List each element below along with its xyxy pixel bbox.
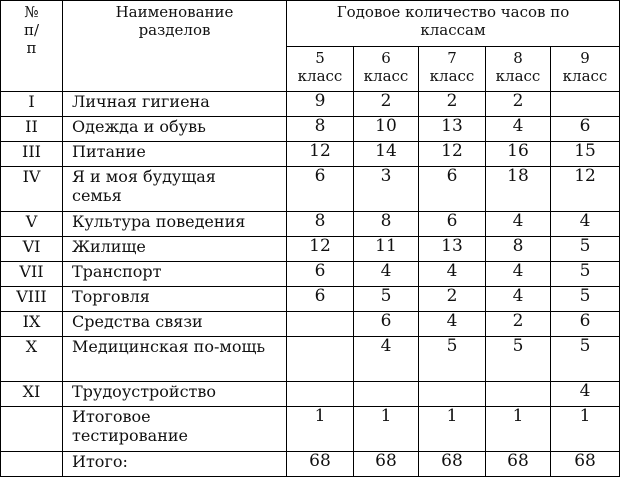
header-grade-9: 9 класс	[551, 47, 620, 92]
grade-9-hours: 1	[551, 407, 620, 452]
row-number: XI	[1, 382, 63, 407]
table-row	[1, 337, 620, 382]
grade-6-hours: 14	[354, 142, 419, 167]
table-row	[1, 212, 620, 237]
grade-9-hours: 12	[551, 167, 620, 212]
grade-6-hours: 1	[354, 407, 419, 452]
row-number: IV	[1, 167, 63, 212]
grade-6-hours: 68	[354, 452, 419, 477]
grade-8-hours: 2	[486, 92, 551, 117]
row-section-name: Итоговое тестирование	[63, 407, 287, 452]
grade-7-hours: 2	[419, 92, 486, 117]
row-section-name: Транспорт	[63, 262, 287, 287]
grade-9-hours: 6	[551, 117, 620, 142]
row-number: V	[1, 212, 63, 237]
grade-8-hours: 18	[486, 167, 551, 212]
table-row	[1, 452, 620, 477]
grade-6-hours: 10	[354, 117, 419, 142]
grade-7-hours: 5	[419, 337, 486, 382]
grade-9-hours: 68	[551, 452, 620, 477]
grade-8-hours: 4	[486, 117, 551, 142]
row-number: IX	[1, 312, 63, 337]
grade-7-hours: 12	[419, 142, 486, 167]
grade-5-hours: 9	[287, 92, 354, 117]
grade-5-hours	[287, 312, 354, 337]
row-section-name: Питание	[63, 142, 287, 167]
table-row	[1, 312, 620, 337]
grade-9-hours: 4	[551, 382, 620, 407]
grade-9-hours	[551, 92, 620, 117]
grade-8-hours: 4	[486, 212, 551, 237]
grade-8-hours: 2	[486, 312, 551, 337]
row-section-name: Медицинская по-мощь	[63, 337, 287, 382]
grade-8-hours: 16	[486, 142, 551, 167]
row-section-name: Средства связи	[63, 312, 287, 337]
grade-6-hours: 6	[354, 312, 419, 337]
table-row	[1, 407, 620, 452]
grade-5-hours: 1	[287, 407, 354, 452]
row-section-name: Жилище	[63, 237, 287, 262]
grade-7-hours: 6	[419, 167, 486, 212]
row-number: I	[1, 92, 63, 117]
grade-8-hours: 68	[486, 452, 551, 477]
grade-5-hours: 8	[287, 212, 354, 237]
row-section-name: Личная гигиена	[63, 92, 287, 117]
grade-9-hours: 15	[551, 142, 620, 167]
grade-9-hours: 6	[551, 312, 620, 337]
grade-9-hours: 5	[551, 337, 620, 382]
row-section-name: Трудоустройство	[63, 382, 287, 407]
table-row	[1, 262, 620, 287]
row-number: II	[1, 117, 63, 142]
row-number	[1, 407, 63, 452]
header-grade-7: 7 класс	[419, 47, 486, 92]
header-grade-6: 6 класс	[354, 47, 419, 92]
row-section-name: Культура поведения	[63, 212, 287, 237]
row-number: III	[1, 142, 63, 167]
grade-9-hours: 4	[551, 212, 620, 237]
row-number: VIII	[1, 287, 63, 312]
grade-9-hours: 5	[551, 287, 620, 312]
row-section-name: Я и моя будущая семья	[63, 167, 287, 212]
row-section-name: Одежда и обувь	[63, 117, 287, 142]
header-grade-8: 8 класс	[486, 47, 551, 92]
grade-7-hours: 6	[419, 212, 486, 237]
grade-7-hours: 13	[419, 117, 486, 142]
table-row	[1, 167, 620, 212]
grade-6-hours: 5	[354, 287, 419, 312]
row-number: VI	[1, 237, 63, 262]
header-hours: Годовое количество часов по классам	[287, 1, 620, 47]
grade-7-hours: 13	[419, 237, 486, 262]
grade-5-hours: 12	[287, 237, 354, 262]
grade-5-hours: 6	[287, 262, 354, 287]
grade-5-hours: 6	[287, 167, 354, 212]
grade-6-hours: 11	[354, 237, 419, 262]
table-row	[1, 287, 620, 312]
grade-6-hours: 4	[354, 337, 419, 382]
grade-5-hours: 68	[287, 452, 354, 477]
table-row	[1, 237, 620, 262]
row-number: X	[1, 337, 63, 382]
row-section-name: Итого:	[63, 452, 287, 477]
grade-8-hours: 4	[486, 262, 551, 287]
header-section: Наименование разделов	[63, 1, 287, 92]
grade-7-hours: 68	[419, 452, 486, 477]
grade-6-hours: 3	[354, 167, 419, 212]
grade-9-hours: 5	[551, 237, 620, 262]
table-row	[1, 382, 620, 407]
grade-6-hours: 4	[354, 262, 419, 287]
grade-8-hours: 5	[486, 337, 551, 382]
grade-9-hours: 5	[551, 262, 620, 287]
grade-5-hours: 12	[287, 142, 354, 167]
table-row	[1, 92, 620, 117]
grade-8-hours: 4	[486, 287, 551, 312]
grade-5-hours	[287, 382, 354, 407]
header-grade-5: 5 класс	[287, 47, 354, 92]
grade-5-hours: 8	[287, 117, 354, 142]
grade-8-hours: 1	[486, 407, 551, 452]
header-num: № п/п	[1, 1, 63, 92]
grade-7-hours	[419, 382, 486, 407]
grade-5-hours: 6	[287, 287, 354, 312]
row-number: VII	[1, 262, 63, 287]
grade-7-hours: 4	[419, 312, 486, 337]
grade-6-hours: 2	[354, 92, 419, 117]
grade-7-hours: 4	[419, 262, 486, 287]
grade-8-hours: 8	[486, 237, 551, 262]
row-section-name: Торговля	[63, 287, 287, 312]
grade-6-hours: 8	[354, 212, 419, 237]
grade-6-hours	[354, 382, 419, 407]
grade-8-hours	[486, 382, 551, 407]
table-row	[1, 117, 620, 142]
grade-5-hours	[287, 337, 354, 382]
table-row	[1, 142, 620, 167]
grade-7-hours: 2	[419, 287, 486, 312]
grade-7-hours: 1	[419, 407, 486, 452]
row-number	[1, 452, 63, 477]
